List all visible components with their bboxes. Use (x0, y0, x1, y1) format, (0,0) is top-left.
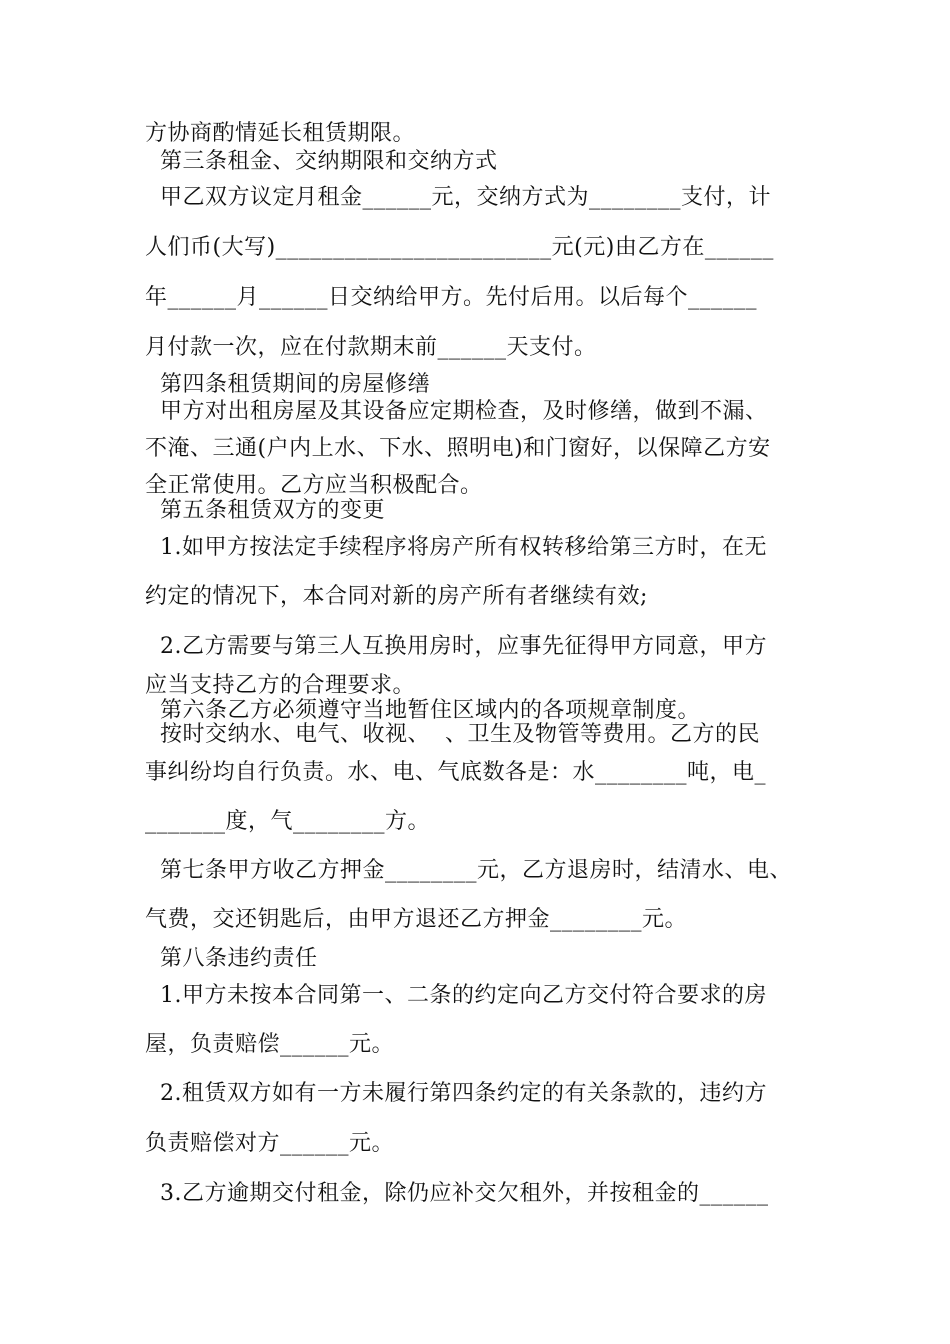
text-line: 人们币(大写)________________________元(元)由乙方在______ (145, 235, 774, 260)
text-line: 应当支持乙方的合理要求。 (145, 673, 416, 698)
text-line: 按时交纳水、电气、收视、 、卫生及物管等费用。乙方的民 (145, 722, 760, 747)
text-line: 年______月______日交纳给甲方。先付后用。以后每个______ (145, 285, 758, 310)
section-heading-article-4: 第四条租赁期间的房屋修缮 (145, 372, 430, 397)
section-heading-article-6: 第六条乙方必须遵守当地暂住区域内的各项规章制度。 (145, 698, 700, 723)
text-line: 方协商酌情延长租赁期限。 (145, 121, 416, 146)
section-heading-article-8: 第八条违约责任 (145, 946, 318, 971)
text-line: 甲方对出租房屋及其设备应定期检查，及时修缮，做到不漏、 (145, 399, 768, 424)
text-line: 事纠纷均自行负责。水、电、气底数各是：水________吨，电_ (145, 760, 767, 785)
text-line: 3.乙方逾期交付租金，除仍应补交欠租外，并按租金的______ (145, 1181, 769, 1206)
text-line: 约定的情况下，本合同对新的房产所有者继续有效; (145, 584, 648, 609)
section-heading-article-7: 第七条甲方收乙方押金________元，乙方退房时，结清水、电、 (145, 858, 792, 883)
text-line: _______度，气________方。 (145, 809, 431, 834)
text-line: 不淹、三通(户内上水、下水、照明电)和门窗好，以保障乙方安 (145, 436, 771, 461)
text-line: 月付款一次，应在付款期末前______天支付。 (145, 335, 597, 360)
section-heading-article-5: 第五条租赁双方的变更 (145, 498, 385, 523)
text-line: 甲乙双方议定月租金______元，交纳方式为________支付，计 (145, 185, 771, 210)
text-line: 气费，交还钥匙后，由甲方退还乙方押金________元。 (145, 907, 688, 932)
text-line: 2.乙方需要与第三人互换用房时，应事先征得甲方同意，甲方 (145, 634, 767, 659)
text-line: 1.如甲方按法定手续程序将房产所有权转移给第三方时，在无 (145, 535, 767, 560)
text-line: 屋，负责赔偿______元。 (145, 1032, 395, 1057)
text-line: 1.甲方未按本合同第一、二条的约定向乙方交付符合要求的房 (145, 983, 767, 1008)
text-line: 2.租赁双方如有一方未履行第四条约定的有关条款的，违约方 (145, 1081, 767, 1106)
section-heading-article-3: 第三条租金、交纳期限和交纳方式 (145, 149, 498, 174)
text-line: 全正常使用。乙方应当积极配合。 (145, 473, 483, 498)
text-line: 负责赔偿对方______元。 (145, 1131, 395, 1156)
